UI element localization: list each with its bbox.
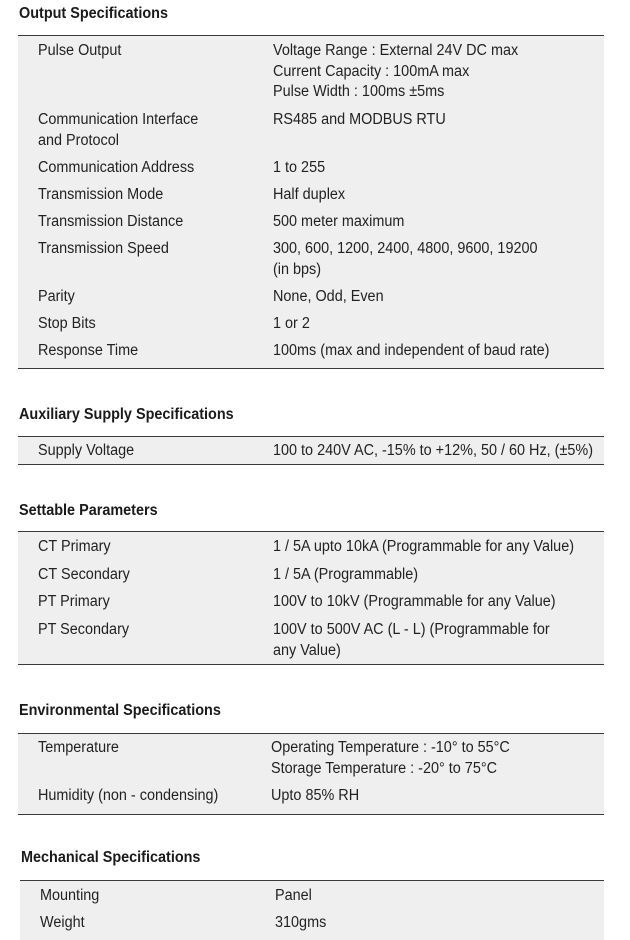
- spec-label: CT Secondary: [38, 566, 130, 583]
- spec-value: 310gms: [275, 914, 327, 931]
- spec-value: 100V to 10kV (Programmable for any Value): [273, 593, 556, 610]
- spec-label: Mounting: [40, 887, 100, 904]
- spec-value: 1 or 2: [273, 315, 310, 332]
- spec-label: Supply Voltage: [38, 442, 135, 459]
- spec-label: Transmission Distance: [38, 213, 184, 230]
- spec-label: Transmission Mode: [38, 186, 164, 203]
- section-title-environmental: Environmental Specifications: [19, 702, 221, 719]
- section-title-mechanical: Mechanical Specifications: [21, 849, 201, 866]
- spec-value: Voltage Range : External 24V DC max: [273, 42, 519, 59]
- spec-value: Half duplex: [273, 186, 346, 203]
- settable-parameters-table: [18, 531, 604, 665]
- spec-value: Current Capacity : 100mA max: [273, 62, 470, 80]
- spec-value: 1 to 255: [273, 159, 326, 176]
- spec-value: 500 meter maximum: [273, 213, 405, 230]
- spec-value: any Value): [273, 641, 341, 659]
- spec-label: Weight: [40, 914, 85, 931]
- spec-value: Upto 85% RH: [271, 787, 360, 804]
- spec-label: Pulse Output: [38, 42, 122, 59]
- spec-label: PT Secondary: [38, 621, 130, 638]
- spec-label: Stop Bits: [38, 315, 96, 332]
- output-specifications-table: [18, 35, 604, 369]
- section-title-output-specifications: Output Specifications: [19, 5, 168, 22]
- spec-value: Panel: [275, 887, 312, 904]
- spec-value: RS485 and MODBUS RTU: [273, 111, 446, 128]
- spec-label: Communication Address: [38, 159, 195, 176]
- spec-label: Response Time: [38, 342, 139, 359]
- spec-label: Communication Interface: [38, 111, 199, 128]
- spec-label: Transmission Speed: [38, 240, 169, 257]
- spec-value: 1 / 5A (Programmable): [273, 566, 419, 583]
- spec-label: PT Primary: [38, 593, 110, 610]
- spec-value: 100V to 500V AC (L - L) (Programmable for: [273, 621, 550, 638]
- spec-value: 100 to 240V AC, -15% to +12%, 50 / 60 Hz, (±5%): [273, 442, 594, 459]
- spec-value: Pulse Width : 100ms ±5ms: [273, 83, 445, 100]
- spec-value: None, Odd, Even: [273, 288, 384, 305]
- environmental-table: [18, 733, 604, 815]
- spec-label: Temperature: [38, 739, 119, 756]
- mechanical-table: [20, 880, 604, 940]
- auxiliary-supply-table: [18, 436, 604, 465]
- spec-label: CT Primary: [38, 538, 111, 555]
- spec-label: Parity: [38, 288, 75, 305]
- spec-value: 1 / 5A upto 10kA (Programmable for any Value): [273, 538, 575, 555]
- spec-value: (in bps): [273, 260, 322, 278]
- section-title-auxiliary-supply: Auxiliary Supply Specifications: [19, 406, 234, 423]
- spec-label: Humidity (non - condensing): [38, 787, 219, 804]
- spec-value: 100ms (max and independent of baud rate): [273, 342, 550, 359]
- spec-label: and Protocol: [38, 131, 119, 149]
- section-title-settable-parameters: Settable Parameters: [19, 502, 158, 519]
- spec-value: Storage Temperature : -20° to 75°C: [271, 759, 498, 777]
- spec-value: 300, 600, 1200, 2400, 4800, 9600, 19200: [273, 240, 538, 257]
- spec-value: Operating Temperature : -10° to 55°C: [271, 739, 510, 756]
